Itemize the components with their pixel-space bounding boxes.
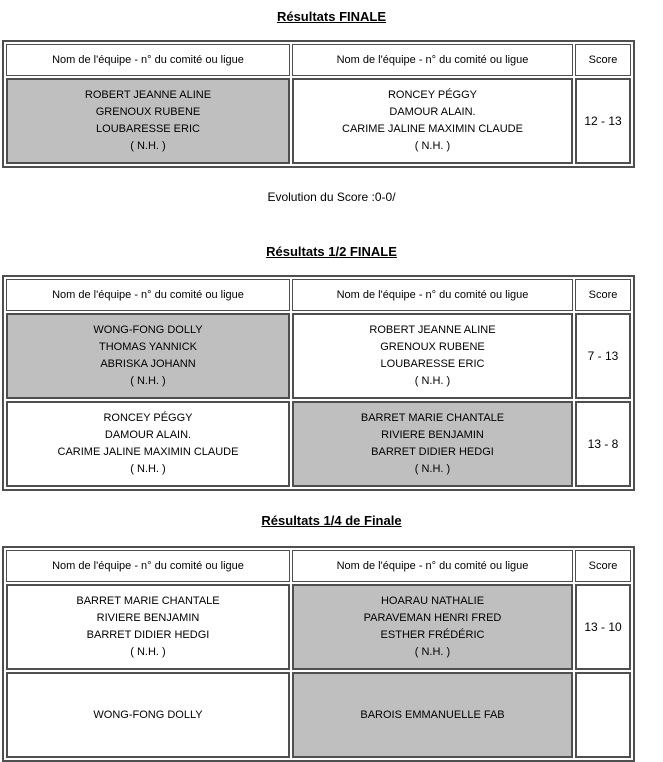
column-header-score: Score (575, 279, 631, 311)
match-row (6, 401, 631, 487)
team-name-line: THOMAS YANNICK (99, 341, 197, 353)
header-row (6, 279, 631, 311)
team-club-line: ( N.H. ) (414, 463, 451, 475)
match-row (6, 313, 631, 399)
team-name-line: BAROIS EMMANUELLE FAB (360, 708, 505, 721)
team-cell (292, 584, 573, 670)
team-club-line: ( N.H. ) (414, 375, 451, 387)
score-cell: 7 - 13 (575, 313, 631, 399)
team-name-line: ABRISKA JOHANN (100, 358, 196, 370)
team-name-line: ROBERT JEANNE ALINE (84, 89, 212, 101)
team-name-line: RONCEY PÉGGY (103, 412, 193, 424)
team-name-line: RIVIERE BENJAMIN (381, 429, 484, 441)
score-cell: 13 - 10 (575, 584, 631, 670)
team-name-line: CARIME JALINE MAXIMIN CLAUDE (57, 446, 239, 458)
match-row (6, 584, 631, 670)
team-cell (6, 584, 290, 670)
column-header-score: Score (575, 44, 631, 76)
team-name-line: ROBERT JEANNE ALINE (369, 324, 496, 336)
team-name-line: GRENOUX RUBENE (95, 106, 201, 118)
team-cell (6, 313, 290, 399)
team-name-line: LOUBARESSE ERIC (380, 358, 485, 370)
team-club-line: ( N.H. ) (130, 375, 166, 387)
team-club-line: ( N.H. ) (130, 646, 166, 658)
team-cell (6, 401, 290, 487)
column-header-team-right: Nom de l'équipe - n° du comité ou ligue (292, 279, 573, 311)
column-header-team-right: Nom de l'équipe - n° du comité ou ligue (292, 550, 573, 582)
heading-quart-finale: Résultats 1/4 de Finale (261, 513, 402, 528)
team-name-line: HOARAU NATHALIE (380, 595, 485, 607)
heading-finale: Résultats FINALE (276, 9, 387, 24)
score-cell (575, 672, 631, 758)
column-header-team-left: Nom de l'équipe - n° du comité ou ligue (6, 44, 290, 76)
team-name-line: ESTHER FRÉDÉRIC (380, 629, 485, 641)
team-name-line: RIVIERE BENJAMIN (96, 612, 200, 624)
match-row-partial (6, 672, 631, 758)
team-name-line: BARRET MARIE CHANTALE (76, 595, 220, 607)
team-name-line: DAMOUR ALAIN. (104, 429, 192, 441)
team-club-line: ( N.H. ) (130, 140, 166, 152)
team-cell (6, 672, 290, 758)
score-cell: 13 - 8 (575, 401, 631, 487)
finale-table (2, 40, 635, 168)
match-row (6, 78, 631, 164)
score-cell: 12 - 13 (575, 78, 631, 164)
team-cell (292, 672, 573, 758)
quart-finale-table (2, 546, 635, 762)
team-name-line: BARRET DIDIER HEDGI (86, 629, 210, 641)
team-cell (6, 78, 290, 164)
team-cell (292, 313, 573, 399)
column-header-team-right: Nom de l'équipe - n° du comité ou ligue (292, 44, 573, 76)
header-row (6, 44, 631, 76)
team-name-line: LOUBARESSE ERIC (96, 123, 200, 135)
team-club-line: ( N.H. ) (414, 140, 451, 152)
demi-finale-table (2, 275, 635, 491)
team-club-line: ( N.H. ) (130, 463, 166, 475)
team-name-line: CARIME JALINE MAXIMIN CLAUDE (342, 123, 523, 135)
team-name-line: DAMOUR ALAIN. (389, 106, 476, 118)
column-header-score: Score (575, 550, 631, 582)
team-name-line: GRENOUX RUBENE (380, 341, 485, 353)
team-name-line: WONG-FONG DOLLY (93, 708, 203, 721)
score-evolution-note: Evolution du Score :0-0/ (267, 190, 396, 204)
team-name-line: BARRET DIDIER HEDGI (371, 446, 494, 458)
team-name-line: RONCEY PÉGGY (387, 89, 478, 101)
team-name-line: PARAVEMAN HENRI FRED (363, 612, 502, 624)
column-header-team-left: Nom de l'équipe - n° du comité ou ligue (6, 550, 290, 582)
column-header-team-left: Nom de l'équipe - n° du comité ou ligue (6, 279, 290, 311)
team-name-line: WONG-FONG DOLLY (93, 324, 203, 336)
heading-demi-finale: Résultats 1/2 FINALE (266, 244, 397, 259)
team-club-line: ( N.H. ) (414, 646, 451, 658)
team-cell (292, 78, 573, 164)
team-cell (292, 401, 573, 487)
team-name-line: BARRET MARIE CHANTALE (360, 412, 505, 424)
header-row (6, 550, 631, 582)
